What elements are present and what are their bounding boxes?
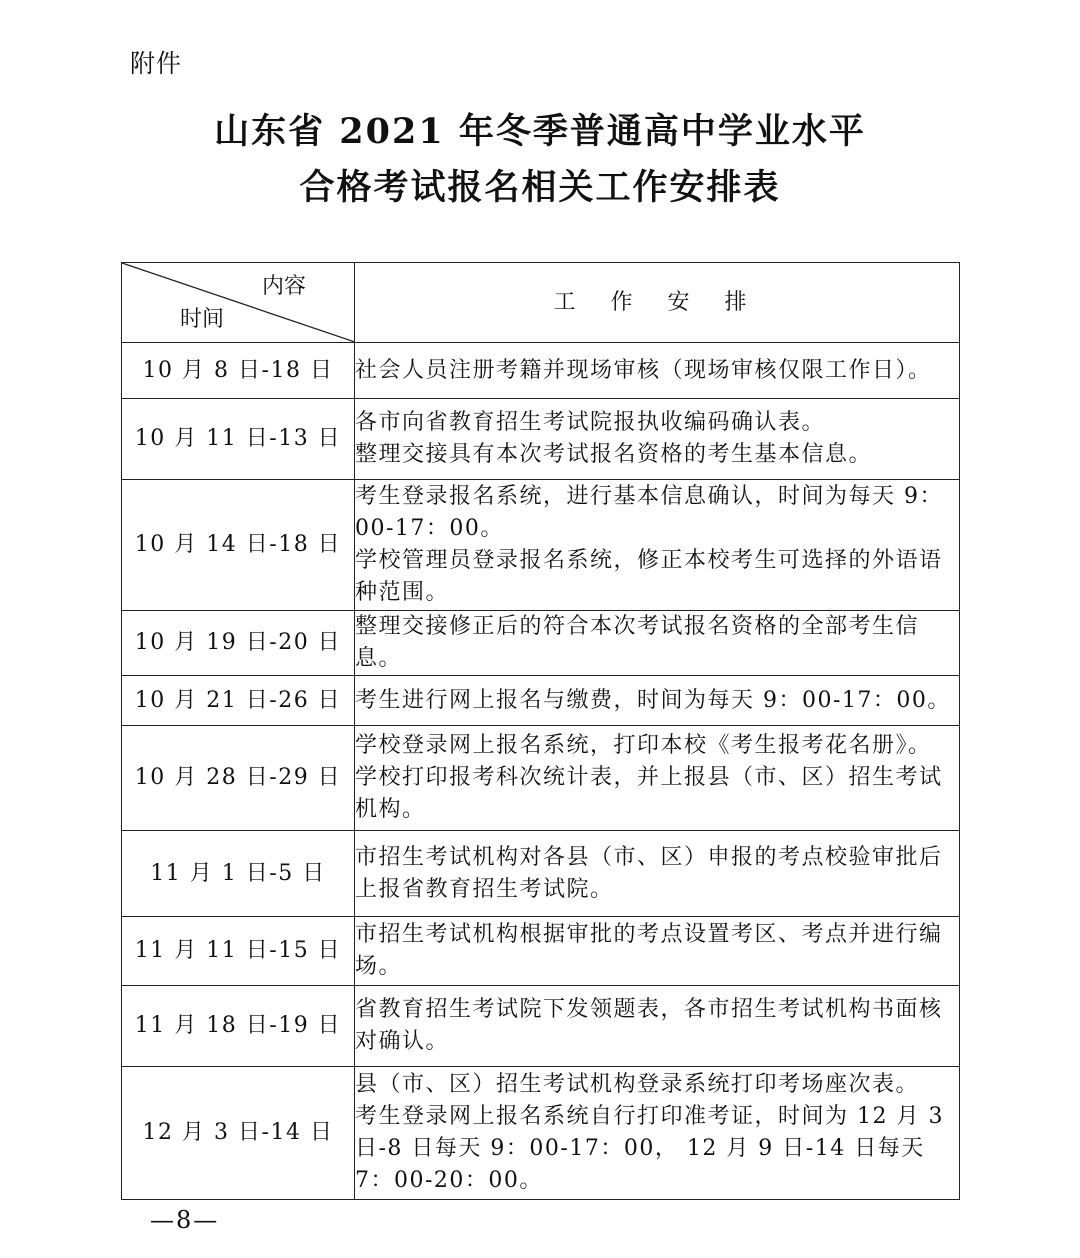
header-work-label: 工 作 安 排 <box>355 263 960 343</box>
table-row <box>122 1067 960 1200</box>
work-cell <box>355 831 960 917</box>
work-item-text: 考生登录网上报名系统自行打印准考证，时间为 12 月 3 日-8 日每天 9：00-17：00， 12 月 9 日-14 日每天 7：00-20：00。 <box>355 1104 944 1193</box>
table-row <box>122 986 960 1067</box>
header-time-label: 时间 <box>180 307 225 332</box>
table-row <box>122 676 960 726</box>
work-item-text: 学校管理员登录报名系统，修正本校考生可选择的外语语种范围。 <box>355 548 943 605</box>
work-item-text: 学校打印报考科次统计表，并上报县（市、区）招生考试机构。 <box>355 765 943 822</box>
table-header-row <box>122 263 960 343</box>
schedule-table <box>121 262 960 1200</box>
diagonal-divider-line <box>122 263 355 342</box>
table-row <box>122 611 960 676</box>
work-item-text: 整理交接具有本次考试报名资格的考生基本信息。 <box>355 442 873 467</box>
work-cell <box>355 1067 960 1200</box>
time-cell: 11 月 11 日-15 日 <box>122 917 355 986</box>
page-number: —8— <box>150 1206 220 1234</box>
work-cell <box>355 917 960 986</box>
work-item-text: 社会人员注册考籍并现场审核（现场审核仅限工作日）。 <box>355 357 932 383</box>
time-cell: 12 月 3 日-14 日 <box>122 1067 355 1200</box>
table-row <box>122 399 960 480</box>
work-item-text: 省教育招生考试院下发领题表，各市招生考试机构书面核对确认。 <box>355 997 943 1054</box>
diagonal-header-cell <box>122 263 355 343</box>
table-row <box>122 726 960 831</box>
table-row <box>122 917 960 986</box>
time-cell: 11 月 1 日-5 日 <box>122 831 355 917</box>
work-cell <box>355 726 960 831</box>
work-item-text: 整理交接修正后的符合本次考试报名资格的全部考生信息。 <box>355 614 920 671</box>
time-cell: 10 月 28 日-29 日 <box>122 726 355 831</box>
table-row <box>122 831 960 917</box>
attachment-label: 附件 <box>130 49 183 78</box>
header-content-label: 内容 <box>261 274 306 299</box>
work-cell <box>355 480 960 611</box>
time-cell: 11 月 18 日-19 日 <box>122 986 355 1067</box>
time-cell: 10 月 21 日-26 日 <box>122 676 355 726</box>
work-item-text: 考生登录报名系统，进行基本信息确认，时间为每天 9：00-17：00。 <box>355 484 943 541</box>
work-item-text: 市招生考试机构根据审批的考点设置考区、考点并进行编场。 <box>355 922 943 979</box>
work-cell <box>355 676 960 726</box>
table-row <box>122 480 960 611</box>
document-title-line-1: 山东省 2021 年冬季普通高中学业水平 <box>214 111 866 152</box>
work-cell <box>355 611 960 676</box>
work-cell <box>355 986 960 1067</box>
work-item-text: 考生进行网上报名与缴费，时间为每天 9：00-17：00。 <box>355 687 951 713</box>
work-item-text: 县（市、区）招生考试机构登录系统打印考场座次表。 <box>355 1072 920 1097</box>
time-cell: 10 月 14 日-18 日 <box>122 480 355 611</box>
table-row <box>122 343 960 399</box>
work-item-text: 市招生考试机构对各县（市、区）申报的考点校验审批后上报省教育招生考试院。 <box>355 844 943 902</box>
time-cell: 10 月 8 日-18 日 <box>122 343 355 399</box>
time-cell: 10 月 11 日-13 日 <box>122 399 355 480</box>
time-cell: 10 月 19 日-20 日 <box>122 611 355 676</box>
work-item-text: 各市向省教育招生考试院报执收编码确认表。 <box>355 410 826 435</box>
document-title-line-2: 合格考试报名相关工作安排表 <box>299 167 781 208</box>
work-item-text: 学校登录网上报名系统，打印本校《考生报考花名册》。 <box>355 733 932 758</box>
work-cell <box>355 399 960 480</box>
work-cell <box>355 343 960 399</box>
